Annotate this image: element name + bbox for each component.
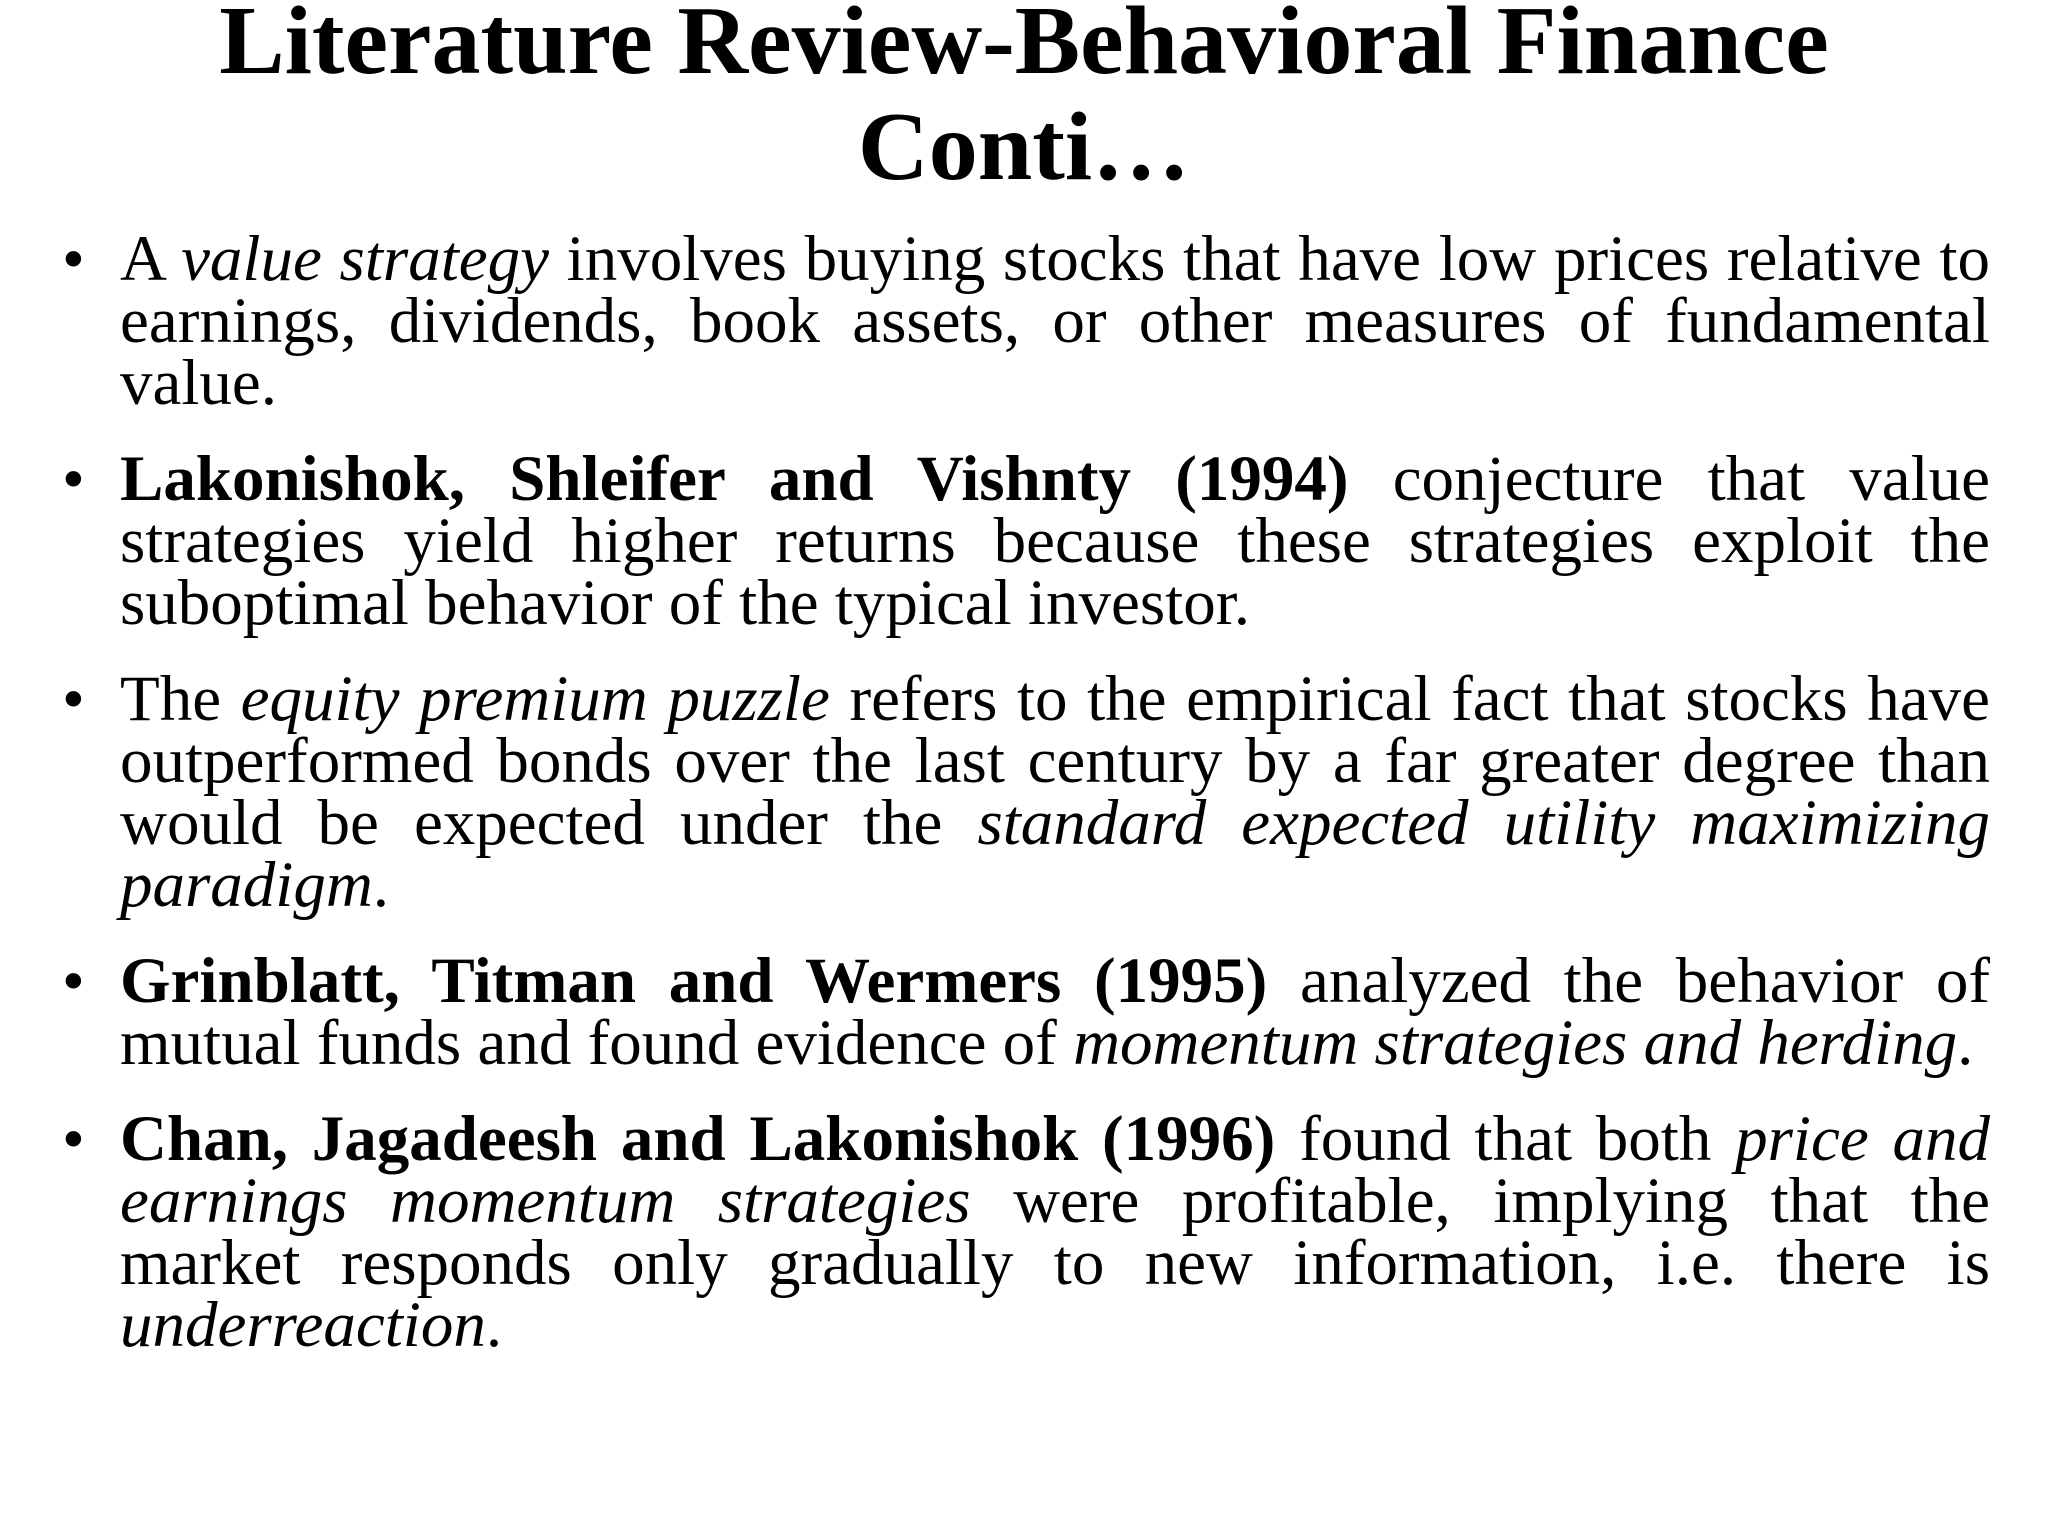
bullet-item-value-strategy — [60, 223, 1991, 419]
bullet-item-chan-1996 — [60, 1103, 1990, 1361]
bullet-dot-icon: • — [62, 1103, 85, 1175]
bullet-text: . — [372, 849, 390, 921]
bullet-text: . — [1957, 1007, 1974, 1079]
bullet-text: involves buying stocks that have low prices relative to earnings, dividends, book assets, or other measures of fundamental value. — [120, 223, 1991, 419]
bullet-dot-icon: • — [62, 663, 85, 735]
bullet-italic-term: value strategy — [181, 223, 549, 295]
bullet-text: A — [120, 223, 182, 295]
bullet-list — [60, 223, 1991, 1390]
bullet-text: conjecture that value strategies yield higher returns because these strategies exploit the suboptimal behavior of the typical investor. — [120, 443, 1990, 639]
bullet-text: analyzed the behavior of mutual funds and found evidence of — [120, 945, 1990, 1079]
bullet-text: . — [485, 1289, 503, 1361]
bullet-italic-term: underreaction — [120, 1289, 486, 1361]
bullet-dot-icon: • — [62, 223, 85, 295]
bullet-text: The — [120, 663, 241, 735]
bullet-item-equity-premium-puzzle — [60, 663, 1990, 921]
bullet-italic-term: equity premium puzzle — [240, 663, 830, 735]
slide-title-line-2: Conti… — [857, 93, 1191, 201]
bullet-bold-citation: Chan, Jagadeesh and Lakonishok (1996) — [120, 1103, 1276, 1175]
bullet-text: found that both — [1275, 1103, 1736, 1175]
bullet-italic-term: momentum strategies and herding — [1073, 1007, 1958, 1079]
bullet-dot-icon: • — [62, 443, 85, 515]
slide-title-line-1: Literature Review-Behavioral Finance — [219, 0, 1829, 95]
bullet-item-grinblatt-1995 — [60, 945, 1990, 1079]
bullet-text: were profitable, implying that the market responds only gradually to new information, i.e. there is — [120, 1165, 1990, 1299]
bullet-text: refers to the empirical fact that stocks have outperformed bonds over the last century by a far greater degree than would be expected under the — [120, 663, 1990, 859]
bullet-italic-term: standard expected utility maximizing paradigm — [120, 787, 1990, 921]
bullet-item-lakonishok-1994 — [60, 443, 1990, 639]
bullet-italic-term: price and earnings momentum strategies — [120, 1103, 1990, 1237]
slide-title — [80, 0, 1968, 200]
bullet-dot-icon: • — [62, 945, 85, 1017]
bullet-bold-citation: Grinblatt, Titman and Wermers (1995) — [120, 945, 1268, 1017]
bullet-bold-citation: Lakonishok, Shleifer and Vishnty (1994) — [120, 443, 1349, 515]
